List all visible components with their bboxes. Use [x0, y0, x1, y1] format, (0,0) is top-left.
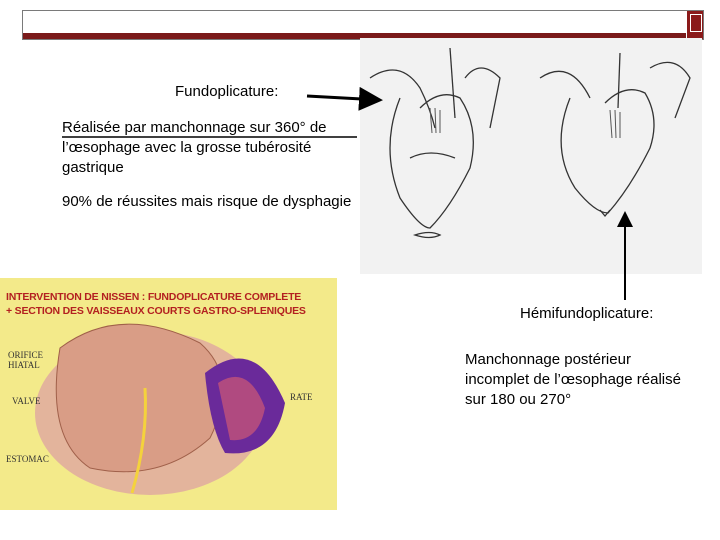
nissen-title-line2: + SECTION DES VAISSEAUX COURTS GASTRO-SPLENIQUES — [6, 305, 306, 317]
hemifundoplication-title: Hémifundoplicature: — [520, 305, 654, 322]
hemifundoplication-description: Manchonnage postérieur incomplet de l’œsophage réalisé sur 180 ou 270° — [465, 351, 681, 408]
label-rate: RATE — [290, 392, 313, 402]
label-valve: VALVE — [12, 396, 41, 406]
fundoplication-description: Réalisée par manchonnage sur 360° de l’œsophage avec la grosse tubérosité gastrique — [62, 119, 327, 176]
label-estomac: ESTOMAC — [6, 454, 49, 464]
label-orifice-line1: ORIFICE — [8, 350, 44, 360]
label-orifice-line2: HIATAL — [8, 360, 40, 370]
fundoplication-outcome: 90% de réussites mais risque de dysphagie — [62, 193, 352, 210]
fundoplication-arrow — [307, 96, 380, 100]
fundoplication-title: Fundoplicature: — [175, 83, 279, 100]
nissen-title-line1: INTERVENTION DE NISSEN : FUNDOPLICATURE COMPLETE — [6, 291, 302, 303]
